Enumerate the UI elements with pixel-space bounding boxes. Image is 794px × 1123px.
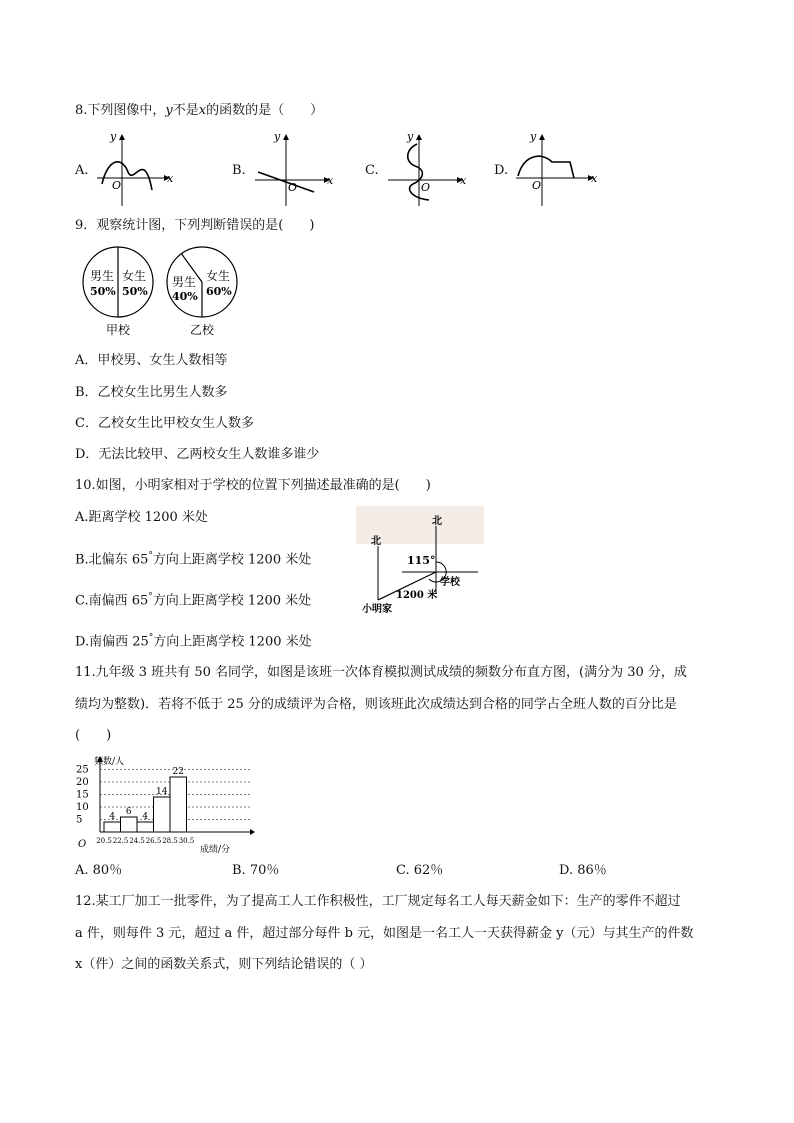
q10-option-b-deg: ° (148, 551, 153, 561)
q9-option-c: C．乙校女生比甲校女生人数多 (75, 416, 254, 431)
q9-pie-charts (80, 242, 250, 342)
q8-y-var: y (165, 103, 173, 118)
hist-bar (154, 797, 171, 832)
q10-option-d (75, 629, 312, 651)
q12-line2: a 件，则每件 3 元，超过 a 件，超过部分每件 b 元，如图是一名工人一天获得薪金 y（元）与其生产的件数 (75, 926, 694, 941)
q8-graph-b-y-label: y (274, 130, 281, 143)
hist-origin: O (78, 839, 87, 850)
hist-y-tick: 15 (76, 789, 89, 801)
q10-option-c-deg: ° (148, 592, 153, 602)
q10-option-b (75, 547, 311, 569)
q10-option-c-pre: C.南偏西 65 (75, 593, 149, 609)
q10-direction-figure (350, 500, 490, 620)
q11-line3: ( ) (75, 728, 112, 743)
q11-histogram (72, 752, 262, 854)
q10-option-a-text: A.距离学校 1200 米处 (75, 510, 208, 525)
hist-y-label: 频数/人 (94, 757, 125, 767)
q8-stem-mid: 不是 (172, 103, 199, 118)
q8-option-d-letter: D. (494, 163, 509, 178)
hist-bar (137, 822, 154, 832)
q10-option-d-deg: ° (148, 633, 154, 643)
q10-stem: 10.如图，小明家相对于学校的位置下列描述最准确的是( ) (75, 478, 431, 493)
q10-home-label: 小明家 (362, 604, 392, 615)
q11-option-a: A. 80％ (75, 863, 123, 878)
q9-pie1-slice1-pct: 50% (90, 285, 116, 298)
q9-pie2-slice1-pct: 40% (172, 290, 198, 303)
q10-option-c-post: 方向上距离学校 1200 米处 (152, 593, 312, 609)
hist-y-tick: 10 (76, 802, 89, 813)
q10-option-d-post: 方向上距离学校 1200 米处 (153, 634, 312, 650)
hist-bar (104, 822, 121, 832)
q8-graph-c-y-label: y (407, 130, 414, 143)
hist-x-tick: 30.5 (178, 837, 195, 845)
q10-school-label: 学校 (440, 577, 460, 588)
hist-bar (121, 817, 138, 832)
hist-bar-label: 6 (125, 807, 132, 817)
q8-option-c-letter: C. (365, 163, 379, 178)
q10-north-label-home: 北 (371, 536, 381, 547)
q8-x-var: x (198, 103, 207, 118)
hist-x-axis-arrow (250, 829, 255, 835)
q10-north-label-school: 北 (432, 516, 442, 527)
hist-x-tick: 20.5 (96, 837, 112, 845)
q9-pie1-slice1-label: 男生 (90, 269, 115, 283)
q8-graph-a-origin: O (112, 179, 122, 192)
hist-y-tick: 20 (76, 777, 89, 788)
hist-x-tick: 24.5 (129, 837, 145, 845)
q8-graph-d-y-label: y (530, 130, 537, 143)
q9-pie2-caption: 乙校 (190, 323, 215, 337)
q8-graph-d-x-label: x (591, 172, 598, 185)
hist-bar-label: 14 (156, 787, 168, 797)
q8-graph-a-y-label: y (110, 130, 117, 143)
q9-pie2-slice2-pct: 60% (206, 285, 232, 298)
q8-option-b-letter: B. (232, 163, 246, 178)
q12-line3: x（件）之间的函数关系式，则下列结论错误的（ ） (75, 957, 373, 972)
q10-option-b-post: 方向上距离学校 1200 米处 (152, 552, 312, 568)
q8-graph-a-x-label: x (167, 172, 174, 185)
q9-pie1-slice2-label: 女生 (122, 269, 147, 283)
q9-pie1-slice2-pct: 50% (122, 285, 148, 298)
q9-stem: 9．观察统计图，下列判断错误的是( ) (75, 218, 315, 233)
hist-bar-label: 4 (142, 812, 149, 822)
q10-option-d-pre: D.南偏西 25 (75, 634, 149, 650)
q8-graph-a (92, 128, 177, 208)
q8-graph-b-origin: O (288, 181, 298, 194)
q8-graph-b-x-label: x (327, 174, 334, 187)
q8-graph-c (383, 128, 468, 208)
hist-y-tick: 5 (76, 814, 83, 826)
hist-x-tick: 26.5 (145, 837, 162, 845)
q8-graph-c-x-label: x (460, 174, 467, 187)
q10-distance-label: 1200 米 (396, 590, 438, 601)
q10-angle-label: 115° (407, 554, 436, 567)
q8-option-a-letter: A. (75, 163, 89, 178)
q8-graph-c-origin: O (421, 181, 431, 194)
hist-bar (170, 777, 187, 832)
q8-graph-d-origin: O (532, 179, 542, 192)
q11-line1: 11.九年级 3 班共有 50 名同学，如图是该班一次体育模拟测试成绩的频数分布直方图，(满分为 30 分，成 (75, 665, 687, 680)
hist-x-tick: 22.5 (112, 837, 129, 845)
q10-option-a (75, 509, 208, 527)
q8-stem-post: 的函数的是（ ） (206, 103, 324, 118)
q10-option-b-pre: B.北偏东 65 (75, 552, 149, 568)
q8-graph-b (250, 128, 335, 208)
hist-bar-label: 22 (172, 767, 184, 777)
hist-y-tick: 25 (76, 764, 89, 776)
q9-option-b: B．乙校女生比男生人数多 (75, 385, 228, 400)
q11-line2: 绩均为整数)．若将不低于 25 分的成绩评为合格，则该班此次成绩达到合格的同学占全班人数的百分比是 (75, 697, 677, 712)
q8-stem-pre: 8.下列图像中， (75, 103, 166, 118)
q9-pie2-slice2-label: 女生 (206, 269, 231, 283)
q8-graph-d (512, 128, 600, 208)
q11-option-b: B. 70％ (232, 863, 280, 878)
hist-x-label: 成绩/分 (200, 845, 231, 854)
q11-option-c: C. 62％ (396, 863, 444, 878)
q12-line1: 12.某工厂加工一批零件，为了提高工人工作积极性，工厂规定每名工人每天薪金如下：生产的零件不超过 (75, 894, 681, 909)
q9-option-d: D．无法比较甲、乙两校女生人数谁多谁少 (75, 447, 320, 462)
q9-pie1-caption: 甲校 (106, 323, 131, 337)
q11-option-d: D. 86％ (559, 863, 607, 878)
q10-option-c (75, 588, 311, 610)
q9-option-a: A．甲校男、女生人数相等 (75, 353, 228, 368)
q9-pie2-slice1-label: 男生 (172, 275, 197, 289)
q8-stem (75, 102, 323, 120)
hist-bar-label: 4 (109, 812, 116, 822)
hist-x-tick: 28.5 (162, 837, 178, 845)
